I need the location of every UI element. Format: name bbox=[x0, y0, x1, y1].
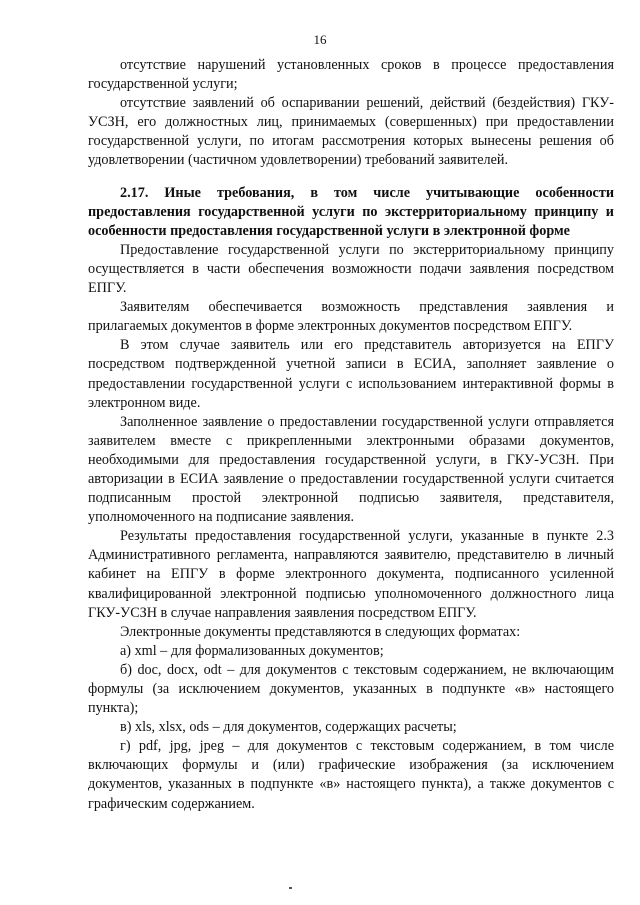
paragraph: отсутствие нарушений установленных сроков в процессе предоставления государственной услуги; bbox=[88, 57, 614, 93]
section-heading: 2.17. Иные требования, в том числе учитывающие особенности предоставления государственной услуги по экстерриториальному принципу и особенности предоставления государственной услуги в электронной форме bbox=[88, 184, 614, 239]
paragraph: Результаты предоставления государственной услуги, указанные в пункте 2.3 Административного регламента, направляются заявителю, представителю в личный кабинет на ЕПГУ в форме электронного документа, подписанного усиленной квалифицированной электронной подписью уполномоченного должностного лица ГКУ-УСЗН в случае направления заявления посредством ЕПГУ. bbox=[88, 528, 614, 621]
format-list-item: б) doc, docx, odt – для документов с текстовым содержанием, не включающим формулы (за исключением документов, указанных в подпункте «в» настоящего пункта); bbox=[88, 661, 614, 717]
paragraph: Заявителям обеспечивается возможность представления заявления и прилагаемых документов в форме электронных документов посредством ЕПГУ. bbox=[88, 299, 614, 335]
paragraph: Заполненное заявление о предоставлении государственной услуги отправляется заявителем вместе с прикрепленными электронными образами документов, необходимыми для предоставления государственной услуги, в ГКУ-УСЗН. При авторизации в ЕСИА заявление о предоставлении государственной услуги считается подписанным простой электронной подписью заявителя, представителя, уполномоченного на подписание заявления. bbox=[88, 413, 614, 526]
paragraph: Электронные документы представляются в следующих форматах: bbox=[120, 623, 521, 640]
format-list-item: в) xls, xlsx, ods – для документов, содержащих расчеты; bbox=[120, 719, 457, 736]
format-list-item: г) pdf, jpg, jpeg – для документов с текстовым содержанием, в том числе включающих формулы и (или) графические изображения (за исключением документов, указанных в подпункте «в» настоящего пункта), а также документов с графическим содержанием. bbox=[88, 738, 614, 812]
scan-speck bbox=[289, 887, 292, 889]
page-number: 16 bbox=[313, 32, 327, 47]
page-content bbox=[88, 56, 614, 814]
paragraph: отсутствие заявлений об оспаривании решений, действий (бездействия) ГКУ-УСЗН, его должностных лиц, принимаемых (совершенных) при предоставлении государственной услуги, по итогам рассмотрения которых вынесены решения об удовлетворении (частичном удовлетворении) требований заявителей. bbox=[88, 95, 614, 169]
format-list-item: а) xml – для формализованных документов; bbox=[120, 642, 384, 659]
paragraph: Предоставление государственной услуги по экстерриториальному принципу осуществляется в части обеспечения возможности подачи заявления посредством ЕПГУ. bbox=[88, 241, 614, 297]
paragraph: В этом случае заявитель или его представитель авторизуется на ЕПГУ посредством подтвержденной учетной записи в ЕСИА, заполняет заявление о предоставлении государственной услуги с использованием интерактивной формы в электронном виде. bbox=[88, 337, 614, 411]
